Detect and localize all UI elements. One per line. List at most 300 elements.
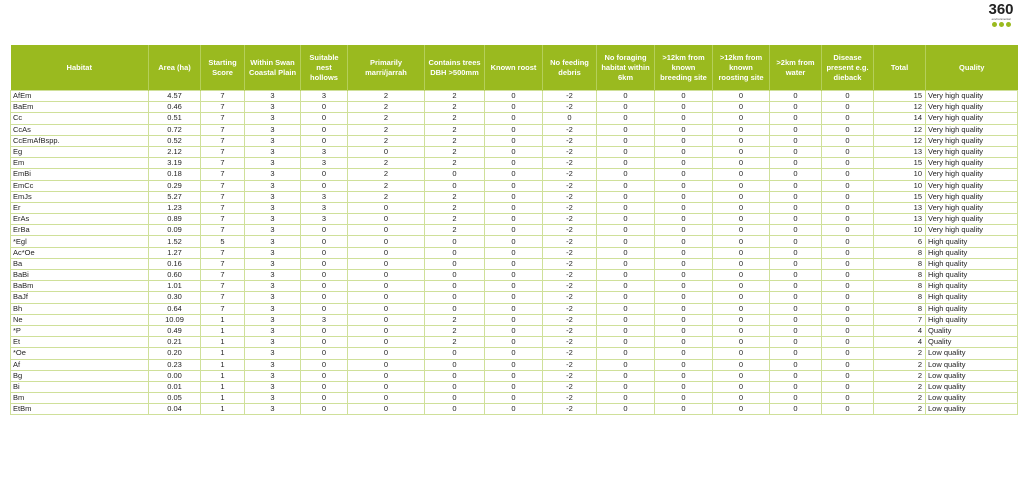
- cell-roosting-site: 0: [713, 393, 770, 404]
- cell-swan-coastal-plain: 3: [245, 236, 301, 247]
- cell-habitat: Bh: [11, 303, 149, 314]
- table-row: [11, 303, 1018, 314]
- cell-starting-score: 7: [201, 303, 245, 314]
- cell-disease: 0: [822, 180, 874, 191]
- cell-water: 0: [770, 247, 822, 258]
- cell-feeding-debris: -2: [543, 337, 597, 348]
- cell-marri-jarrah: 0: [348, 292, 425, 303]
- cell-nest-hollows: 0: [301, 359, 348, 370]
- cell-starting-score: 1: [201, 314, 245, 325]
- cell-total: 2: [874, 404, 926, 415]
- cell-total: 2: [874, 348, 926, 359]
- cell-disease: 0: [822, 337, 874, 348]
- cell-marri-jarrah: 0: [348, 404, 425, 415]
- cell-nest-hollows: 0: [301, 404, 348, 415]
- cell-area: 0.51: [149, 113, 201, 124]
- cell-breeding-site: 0: [655, 135, 713, 146]
- cell-swan-coastal-plain: 3: [245, 381, 301, 392]
- cell-marri-jarrah: 0: [348, 370, 425, 381]
- col-header-habitat: Habitat: [11, 45, 149, 91]
- cell-starting-score: 1: [201, 325, 245, 336]
- cell-water: 0: [770, 381, 822, 392]
- cell-disease: 0: [822, 191, 874, 202]
- cell-marri-jarrah: 0: [348, 337, 425, 348]
- cell-disease: 0: [822, 225, 874, 236]
- cell-water: 0: [770, 202, 822, 213]
- cell-foraging-habitat: 0: [597, 91, 655, 102]
- cell-marri-jarrah: 2: [348, 135, 425, 146]
- cell-total: 8: [874, 270, 926, 281]
- cell-feeding-debris: -2: [543, 135, 597, 146]
- cell-roosting-site: 0: [713, 102, 770, 113]
- col-header-area: Area (ha): [149, 45, 201, 91]
- cell-area: 0.30: [149, 292, 201, 303]
- cell-breeding-site: 0: [655, 404, 713, 415]
- cell-trees-dbh: 0: [425, 348, 485, 359]
- cell-roosting-site: 0: [713, 225, 770, 236]
- cell-feeding-debris: -2: [543, 281, 597, 292]
- cell-area: 1.01: [149, 281, 201, 292]
- cell-known-roost: 0: [485, 348, 543, 359]
- cell-total: 8: [874, 258, 926, 269]
- cell-roosting-site: 0: [713, 404, 770, 415]
- cell-habitat: BaBm: [11, 281, 149, 292]
- cell-total: 8: [874, 281, 926, 292]
- col-header-starting-score: Starting Score: [201, 45, 245, 91]
- cell-roosting-site: 0: [713, 258, 770, 269]
- cell-water: 0: [770, 180, 822, 191]
- cell-swan-coastal-plain: 3: [245, 370, 301, 381]
- cell-quality: Very high quality: [926, 102, 1018, 113]
- cell-total: 8: [874, 292, 926, 303]
- cell-habitat: Et: [11, 337, 149, 348]
- cell-total: 10: [874, 225, 926, 236]
- cell-total: 2: [874, 393, 926, 404]
- cell-nest-hollows: 0: [301, 169, 348, 180]
- cell-feeding-debris: -2: [543, 303, 597, 314]
- cell-starting-score: 1: [201, 370, 245, 381]
- table-row: [11, 180, 1018, 191]
- cell-nest-hollows: 0: [301, 292, 348, 303]
- cell-area: 0.20: [149, 348, 201, 359]
- company-logo: [978, 3, 1024, 29]
- cell-foraging-habitat: 0: [597, 359, 655, 370]
- cell-disease: 0: [822, 292, 874, 303]
- cell-total: 2: [874, 359, 926, 370]
- cell-water: 0: [770, 113, 822, 124]
- cell-foraging-habitat: 0: [597, 214, 655, 225]
- cell-known-roost: 0: [485, 325, 543, 336]
- cell-marri-jarrah: 2: [348, 124, 425, 135]
- cell-roosting-site: 0: [713, 236, 770, 247]
- cell-starting-score: 1: [201, 359, 245, 370]
- cell-swan-coastal-plain: 3: [245, 91, 301, 102]
- cell-roosting-site: 0: [713, 303, 770, 314]
- cell-starting-score: 7: [201, 191, 245, 202]
- cell-quality: Very high quality: [926, 202, 1018, 213]
- cell-breeding-site: 0: [655, 214, 713, 225]
- col-header-breeding-site: >12km from known breeding site: [655, 45, 713, 91]
- cell-feeding-debris: -2: [543, 359, 597, 370]
- cell-breeding-site: 0: [655, 225, 713, 236]
- cell-trees-dbh: 0: [425, 292, 485, 303]
- logo-dots: [978, 22, 1024, 27]
- cell-foraging-habitat: 0: [597, 314, 655, 325]
- cell-disease: 0: [822, 270, 874, 281]
- cell-swan-coastal-plain: 3: [245, 124, 301, 135]
- cell-foraging-habitat: 0: [597, 102, 655, 113]
- cell-breeding-site: 0: [655, 258, 713, 269]
- cell-roosting-site: 0: [713, 180, 770, 191]
- cell-trees-dbh: 0: [425, 381, 485, 392]
- cell-breeding-site: 0: [655, 303, 713, 314]
- table-row: [11, 158, 1018, 169]
- table-row: [11, 393, 1018, 404]
- cell-starting-score: 1: [201, 404, 245, 415]
- cell-feeding-debris: -2: [543, 348, 597, 359]
- cell-feeding-debris: -2: [543, 180, 597, 191]
- cell-marri-jarrah: 0: [348, 359, 425, 370]
- cell-swan-coastal-plain: 3: [245, 314, 301, 325]
- cell-known-roost: 0: [485, 169, 543, 180]
- cell-nest-hollows: 0: [301, 393, 348, 404]
- cell-quality: Very high quality: [926, 146, 1018, 157]
- cell-marri-jarrah: 0: [348, 214, 425, 225]
- cell-nest-hollows: 3: [301, 146, 348, 157]
- cell-habitat: BaEm: [11, 102, 149, 113]
- cell-nest-hollows: 0: [301, 281, 348, 292]
- cell-quality: Very high quality: [926, 158, 1018, 169]
- cell-water: 0: [770, 359, 822, 370]
- table-row: [11, 348, 1018, 359]
- cell-quality: Very high quality: [926, 225, 1018, 236]
- cell-known-roost: 0: [485, 102, 543, 113]
- cell-total: 12: [874, 102, 926, 113]
- cell-water: 0: [770, 225, 822, 236]
- cell-marri-jarrah: 0: [348, 381, 425, 392]
- cell-feeding-debris: -2: [543, 325, 597, 336]
- col-header-nest-hollows: Suitable nest hollows: [301, 45, 348, 91]
- cell-trees-dbh: 2: [425, 135, 485, 146]
- cell-breeding-site: 0: [655, 348, 713, 359]
- cell-area: 3.19: [149, 158, 201, 169]
- cell-nest-hollows: 0: [301, 113, 348, 124]
- cell-disease: 0: [822, 146, 874, 157]
- cell-breeding-site: 0: [655, 381, 713, 392]
- table-row: [11, 270, 1018, 281]
- cell-quality: Very high quality: [926, 91, 1018, 102]
- cell-water: 0: [770, 404, 822, 415]
- cell-marri-jarrah: 0: [348, 202, 425, 213]
- cell-total: 7: [874, 314, 926, 325]
- logo-dot: [1006, 22, 1011, 27]
- cell-feeding-debris: -2: [543, 146, 597, 157]
- cell-quality: Very high quality: [926, 180, 1018, 191]
- cell-trees-dbh: 2: [425, 337, 485, 348]
- cell-swan-coastal-plain: 3: [245, 158, 301, 169]
- cell-marri-jarrah: 2: [348, 169, 425, 180]
- cell-starting-score: 7: [201, 180, 245, 191]
- cell-area: 0.09: [149, 225, 201, 236]
- table-header: [11, 45, 1018, 91]
- cell-disease: 0: [822, 393, 874, 404]
- cell-quality: Low quality: [926, 404, 1018, 415]
- cell-quality: High quality: [926, 270, 1018, 281]
- cell-roosting-site: 0: [713, 314, 770, 325]
- cell-foraging-habitat: 0: [597, 370, 655, 381]
- cell-disease: 0: [822, 247, 874, 258]
- cell-quality: Low quality: [926, 381, 1018, 392]
- col-header-roosting-site: >12km from known roosting site: [713, 45, 770, 91]
- cell-marri-jarrah: 0: [348, 348, 425, 359]
- cell-quality: Very high quality: [926, 124, 1018, 135]
- cell-nest-hollows: 0: [301, 381, 348, 392]
- cell-quality: Low quality: [926, 348, 1018, 359]
- cell-swan-coastal-plain: 3: [245, 281, 301, 292]
- cell-trees-dbh: 2: [425, 124, 485, 135]
- cell-known-roost: 0: [485, 202, 543, 213]
- cell-total: 2: [874, 370, 926, 381]
- cell-roosting-site: 0: [713, 158, 770, 169]
- cell-total: 6: [874, 236, 926, 247]
- cell-starting-score: 5: [201, 236, 245, 247]
- cell-area: 0.00: [149, 370, 201, 381]
- cell-feeding-debris: -2: [543, 292, 597, 303]
- cell-feeding-debris: -2: [543, 102, 597, 113]
- cell-habitat: Er: [11, 202, 149, 213]
- cell-known-roost: 0: [485, 270, 543, 281]
- cell-feeding-debris: -2: [543, 214, 597, 225]
- cell-feeding-debris: -2: [543, 404, 597, 415]
- cell-trees-dbh: 0: [425, 359, 485, 370]
- cell-area: 10.09: [149, 314, 201, 325]
- cell-known-roost: 0: [485, 359, 543, 370]
- cell-marri-jarrah: 0: [348, 247, 425, 258]
- col-header-marri-jarrah: Primarily marri/jarrah: [348, 45, 425, 91]
- cell-trees-dbh: 2: [425, 325, 485, 336]
- cell-habitat: EmBi: [11, 169, 149, 180]
- cell-breeding-site: 0: [655, 113, 713, 124]
- cell-foraging-habitat: 0: [597, 113, 655, 124]
- cell-swan-coastal-plain: 3: [245, 325, 301, 336]
- cell-known-roost: 0: [485, 404, 543, 415]
- cell-habitat: EmCc: [11, 180, 149, 191]
- cell-starting-score: 7: [201, 292, 245, 303]
- logo-dot: [992, 22, 997, 27]
- cell-trees-dbh: 0: [425, 236, 485, 247]
- cell-area: 0.46: [149, 102, 201, 113]
- cell-swan-coastal-plain: 3: [245, 146, 301, 157]
- cell-water: 0: [770, 124, 822, 135]
- cell-nest-hollows: 0: [301, 258, 348, 269]
- cell-area: 0.72: [149, 124, 201, 135]
- cell-disease: 0: [822, 135, 874, 146]
- habitat-quality-table: [10, 45, 1018, 415]
- cell-nest-hollows: 0: [301, 370, 348, 381]
- cell-breeding-site: 0: [655, 180, 713, 191]
- cell-marri-jarrah: 0: [348, 236, 425, 247]
- cell-total: 13: [874, 146, 926, 157]
- cell-habitat: Bm: [11, 393, 149, 404]
- cell-starting-score: 7: [201, 225, 245, 236]
- cell-disease: 0: [822, 381, 874, 392]
- cell-area: 0.05: [149, 393, 201, 404]
- cell-feeding-debris: -2: [543, 247, 597, 258]
- header-row: [11, 45, 1018, 91]
- cell-breeding-site: 0: [655, 124, 713, 135]
- cell-roosting-site: 0: [713, 381, 770, 392]
- cell-habitat: CcAs: [11, 124, 149, 135]
- cell-disease: 0: [822, 258, 874, 269]
- cell-swan-coastal-plain: 3: [245, 247, 301, 258]
- cell-water: 0: [770, 158, 822, 169]
- cell-roosting-site: 0: [713, 169, 770, 180]
- cell-nest-hollows: 3: [301, 214, 348, 225]
- cell-habitat: Bi: [11, 381, 149, 392]
- cell-disease: 0: [822, 202, 874, 213]
- cell-habitat: EtBm: [11, 404, 149, 415]
- cell-breeding-site: 0: [655, 270, 713, 281]
- cell-quality: Very high quality: [926, 191, 1018, 202]
- cell-area: 1.52: [149, 236, 201, 247]
- col-header-water: >2km from water: [770, 45, 822, 91]
- cell-nest-hollows: 0: [301, 135, 348, 146]
- cell-habitat: CcEmAfBspp.: [11, 135, 149, 146]
- cell-starting-score: 7: [201, 202, 245, 213]
- cell-disease: 0: [822, 91, 874, 102]
- cell-area: 2.12: [149, 146, 201, 157]
- cell-habitat: Em: [11, 158, 149, 169]
- cell-disease: 0: [822, 169, 874, 180]
- cell-nest-hollows: 0: [301, 180, 348, 191]
- cell-water: 0: [770, 102, 822, 113]
- cell-swan-coastal-plain: 3: [245, 348, 301, 359]
- cell-quality: High quality: [926, 292, 1018, 303]
- cell-roosting-site: 0: [713, 124, 770, 135]
- cell-breeding-site: 0: [655, 292, 713, 303]
- cell-trees-dbh: 2: [425, 113, 485, 124]
- cell-roosting-site: 0: [713, 348, 770, 359]
- cell-breeding-site: 0: [655, 236, 713, 247]
- cell-starting-score: 1: [201, 393, 245, 404]
- cell-marri-jarrah: 0: [348, 258, 425, 269]
- cell-quality: High quality: [926, 236, 1018, 247]
- col-header-known-roost: Known roost: [485, 45, 543, 91]
- cell-quality: Low quality: [926, 393, 1018, 404]
- cell-total: 12: [874, 124, 926, 135]
- cell-trees-dbh: 0: [425, 180, 485, 191]
- cell-starting-score: 7: [201, 113, 245, 124]
- table-row: [11, 325, 1018, 336]
- cell-trees-dbh: 2: [425, 214, 485, 225]
- table-row: [11, 135, 1018, 146]
- table-row: [11, 146, 1018, 157]
- cell-breeding-site: 0: [655, 169, 713, 180]
- cell-swan-coastal-plain: 3: [245, 169, 301, 180]
- cell-feeding-debris: -2: [543, 381, 597, 392]
- cell-roosting-site: 0: [713, 91, 770, 102]
- cell-breeding-site: 0: [655, 146, 713, 157]
- cell-nest-hollows: 3: [301, 202, 348, 213]
- cell-swan-coastal-plain: 3: [245, 214, 301, 225]
- cell-quality: Very high quality: [926, 214, 1018, 225]
- cell-swan-coastal-plain: 3: [245, 135, 301, 146]
- cell-disease: 0: [822, 281, 874, 292]
- cell-area: 0.60: [149, 270, 201, 281]
- cell-disease: 0: [822, 303, 874, 314]
- cell-swan-coastal-plain: 3: [245, 303, 301, 314]
- col-header-disease: Disease present e.g. dieback: [822, 45, 874, 91]
- cell-known-roost: 0: [485, 303, 543, 314]
- cell-total: 2: [874, 381, 926, 392]
- table-body: [11, 91, 1018, 415]
- cell-area: 0.89: [149, 214, 201, 225]
- cell-foraging-habitat: 0: [597, 325, 655, 336]
- cell-feeding-debris: -2: [543, 202, 597, 213]
- cell-total: 12: [874, 135, 926, 146]
- table-row: [11, 292, 1018, 303]
- cell-starting-score: 1: [201, 337, 245, 348]
- table-row: [11, 191, 1018, 202]
- cell-feeding-debris: -2: [543, 169, 597, 180]
- cell-total: 4: [874, 325, 926, 336]
- cell-swan-coastal-plain: 3: [245, 404, 301, 415]
- cell-known-roost: 0: [485, 314, 543, 325]
- cell-feeding-debris: -2: [543, 370, 597, 381]
- cell-breeding-site: 0: [655, 91, 713, 102]
- cell-marri-jarrah: 2: [348, 191, 425, 202]
- cell-disease: 0: [822, 348, 874, 359]
- cell-roosting-site: 0: [713, 370, 770, 381]
- cell-water: 0: [770, 169, 822, 180]
- cell-trees-dbh: 0: [425, 303, 485, 314]
- cell-starting-score: 7: [201, 91, 245, 102]
- cell-known-roost: 0: [485, 292, 543, 303]
- cell-known-roost: 0: [485, 124, 543, 135]
- cell-breeding-site: 0: [655, 281, 713, 292]
- cell-known-roost: 0: [485, 135, 543, 146]
- table-row: [11, 214, 1018, 225]
- cell-swan-coastal-plain: 3: [245, 359, 301, 370]
- cell-water: 0: [770, 292, 822, 303]
- cell-marri-jarrah: 0: [348, 314, 425, 325]
- logo-subtext: environmental: [991, 17, 1011, 21]
- cell-nest-hollows: 3: [301, 158, 348, 169]
- cell-roosting-site: 0: [713, 146, 770, 157]
- cell-water: 0: [770, 281, 822, 292]
- cell-roosting-site: 0: [713, 359, 770, 370]
- cell-habitat: AfEm: [11, 91, 149, 102]
- cell-feeding-debris: -2: [543, 270, 597, 281]
- cell-swan-coastal-plain: 3: [245, 225, 301, 236]
- cell-area: 0.49: [149, 325, 201, 336]
- cell-water: 0: [770, 325, 822, 336]
- logo-text: 360: [988, 1, 1014, 18]
- table-row: [11, 91, 1018, 102]
- cell-disease: 0: [822, 102, 874, 113]
- cell-total: 15: [874, 91, 926, 102]
- cell-known-roost: 0: [485, 191, 543, 202]
- cell-nest-hollows: 0: [301, 225, 348, 236]
- cell-foraging-habitat: 0: [597, 393, 655, 404]
- cell-marri-jarrah: 0: [348, 325, 425, 336]
- cell-total: 4: [874, 337, 926, 348]
- cell-total: 8: [874, 303, 926, 314]
- cell-quality: High quality: [926, 303, 1018, 314]
- cell-habitat: *P: [11, 325, 149, 336]
- cell-starting-score: 7: [201, 102, 245, 113]
- cell-roosting-site: 0: [713, 113, 770, 124]
